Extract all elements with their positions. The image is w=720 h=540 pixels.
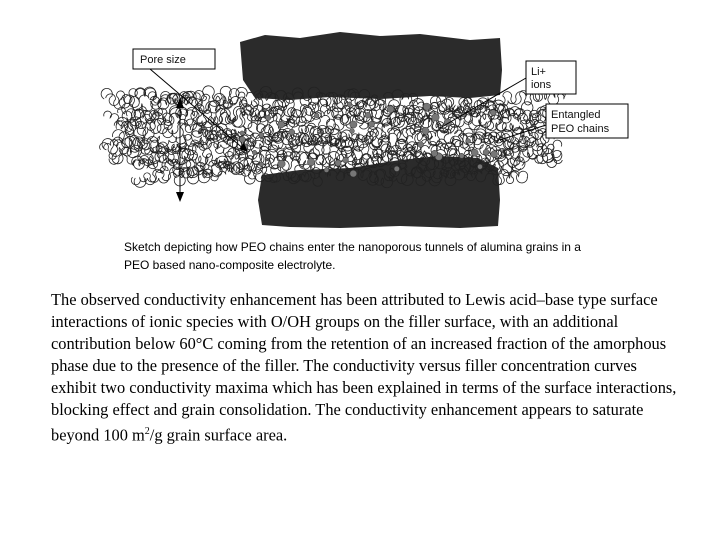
figure-caption bbox=[124, 238, 624, 274]
caption-line-2: PEO based nano-composite electrolyte. bbox=[124, 258, 336, 272]
li-ions-label-box bbox=[526, 61, 576, 94]
body-text-superscript: 2 bbox=[144, 426, 150, 437]
upper-alumina-grain bbox=[240, 32, 502, 100]
li-ion bbox=[365, 112, 371, 118]
li-ion bbox=[394, 166, 399, 171]
pore-size-label-box bbox=[133, 49, 215, 69]
li-ion bbox=[432, 114, 439, 121]
entangled-label-line1: Entangled bbox=[551, 109, 601, 121]
li-ion bbox=[418, 142, 424, 148]
li-ion bbox=[483, 149, 489, 155]
li-ion bbox=[307, 158, 314, 165]
entangled-label-box bbox=[546, 104, 628, 138]
body-paragraph bbox=[51, 289, 681, 446]
li-ion bbox=[278, 121, 285, 128]
entangled-label-line2: PEO chains bbox=[551, 123, 610, 135]
li-ion bbox=[459, 153, 464, 158]
li-ion bbox=[266, 115, 271, 120]
li-ion bbox=[252, 150, 257, 155]
li-ion bbox=[491, 151, 498, 158]
li-ion bbox=[278, 160, 285, 167]
li-ion bbox=[490, 110, 496, 116]
li-ion bbox=[478, 164, 483, 169]
li-ion bbox=[471, 149, 478, 156]
lower-alumina-grain bbox=[258, 156, 500, 228]
li-ion bbox=[324, 168, 329, 173]
li-ion bbox=[423, 103, 430, 110]
li-ion bbox=[240, 131, 244, 135]
li-ion bbox=[259, 162, 263, 166]
pore-diagram bbox=[0, 0, 720, 240]
li-ion bbox=[387, 106, 394, 113]
li-ion bbox=[350, 170, 357, 177]
li-ion bbox=[422, 127, 429, 134]
pore-size-label: Pore size bbox=[140, 54, 186, 66]
body-text-main: The observed conductivity enhancement has been attributed to Lewis acid–base type surface interactions of ionic species with O/OH groups on the filler surface, with an additional contribution below 60°C coming from the retention of an increased fraction of the amorphous phase due to the presence of the filler. The conductivity versus filler concentration curves exhibit two conductivity maxima which has been explained in terms of the surface interactions, blocking effect and grain consolidation. The conductivity enhancement appears to saturate beyond 100 m bbox=[51, 290, 677, 445]
li-ion bbox=[350, 129, 355, 134]
li-ion bbox=[343, 157, 349, 163]
li-ion bbox=[335, 160, 341, 166]
li-ion bbox=[314, 113, 319, 118]
caption-line-1: Sketch depicting how PEO chains enter the nanoporous tunnels of alumina grains in a bbox=[124, 240, 581, 254]
li-ion bbox=[369, 121, 375, 127]
li-ion bbox=[259, 133, 264, 138]
li-ion bbox=[289, 129, 295, 135]
li-ion bbox=[431, 150, 437, 156]
li-ion bbox=[466, 139, 471, 144]
li-ion bbox=[350, 121, 357, 128]
li-ions-label-line1: Li+ bbox=[531, 66, 546, 78]
li-ion bbox=[239, 136, 245, 142]
body-text-end: /g grain surface area. bbox=[149, 425, 288, 445]
li-ion bbox=[347, 102, 352, 107]
li-ions-label-line2: ions bbox=[531, 79, 552, 91]
